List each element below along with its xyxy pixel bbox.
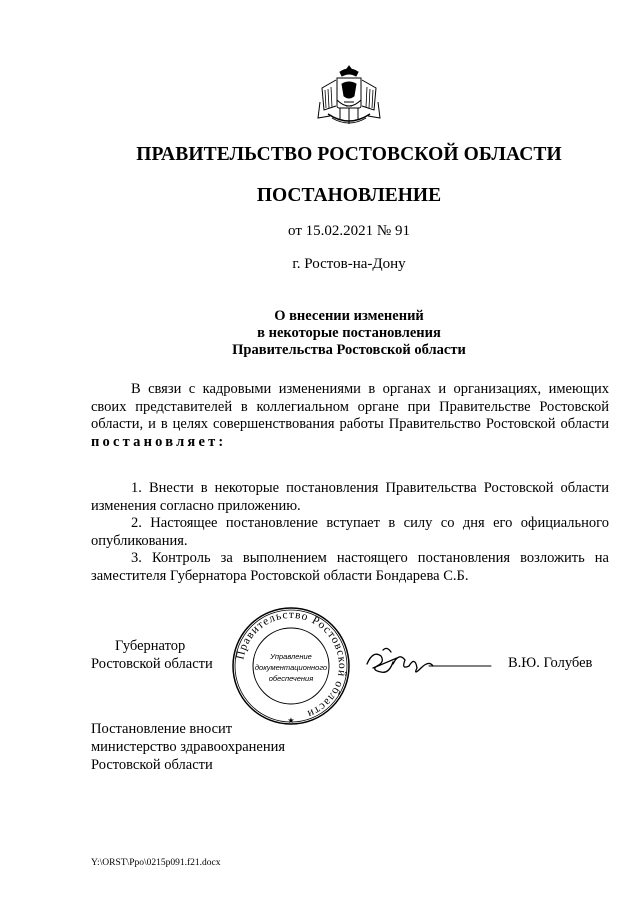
decree-item-3: 3. Контроль за выполнением настоящего постановления возложить на заместителя Губернатора Ростовской области Бондарева С.Б.: [91, 550, 609, 584]
coat-of-arms-icon: [316, 62, 382, 130]
stamp-star-icon: ★: [287, 716, 295, 725]
signatory-title-line: Губернатор: [115, 638, 186, 654]
handwritten-signature: [363, 642, 493, 682]
submitter-line: Ростовской области: [91, 757, 213, 773]
file-path: Y:\ORST\Ppo\0215p091.f21.docx: [91, 858, 221, 868]
submitter-line: Постановление вносит: [91, 721, 233, 737]
stamp-inner-line: обеспечения: [268, 674, 314, 683]
official-stamp: [230, 605, 352, 727]
signatory-title: [91, 637, 213, 673]
stamp-inner-line: Управление: [270, 652, 312, 661]
intro-text: В связи с кадровыми изменениями в органах и организациях, имеющих своих представителей в коллегиальном органе при Правительстве Ростовской области, и в целях совершенствования работы Правительство Ростовской области: [91, 381, 609, 432]
decree-item-1: 1. Внести в некоторые постановления Правительства Ростовской области изменения согласно приложению.: [91, 480, 609, 514]
stamp-inner-line: документационного: [254, 663, 328, 672]
document-type: ПОСТАНОВЛЕНИЕ: [256, 185, 442, 206]
submitter-block: [91, 720, 285, 774]
decree-item-2: 2. Настоящее постановление вступает в силу со дня его официального опубликования.: [91, 515, 609, 549]
intro-paragraph: [91, 381, 609, 451]
document-subject: [0, 308, 640, 359]
signatory-name: В.Ю. Голубев: [508, 655, 593, 671]
document-city: г. Ростов-на-Дону: [292, 256, 406, 272]
organization-title: ПРАВИТЕЛЬСТВО РОСТОВСКОЙ ОБЛАСТИ: [136, 144, 562, 165]
subject-line: Правительства Ростовской области: [232, 342, 466, 358]
subject-line: в некоторые постановления: [257, 325, 441, 341]
document-date-number: от 15.02.2021 № 91: [288, 223, 410, 239]
stamp-ring-text: Правительство Ростовской области: [234, 608, 349, 721]
decree-word: постановляет:: [91, 433, 227, 450]
submitter-line: министерство здравоохранения: [91, 739, 286, 755]
signatory-title-line: Ростовской области: [91, 656, 213, 672]
subject-line: О внесении изменений: [274, 308, 424, 324]
